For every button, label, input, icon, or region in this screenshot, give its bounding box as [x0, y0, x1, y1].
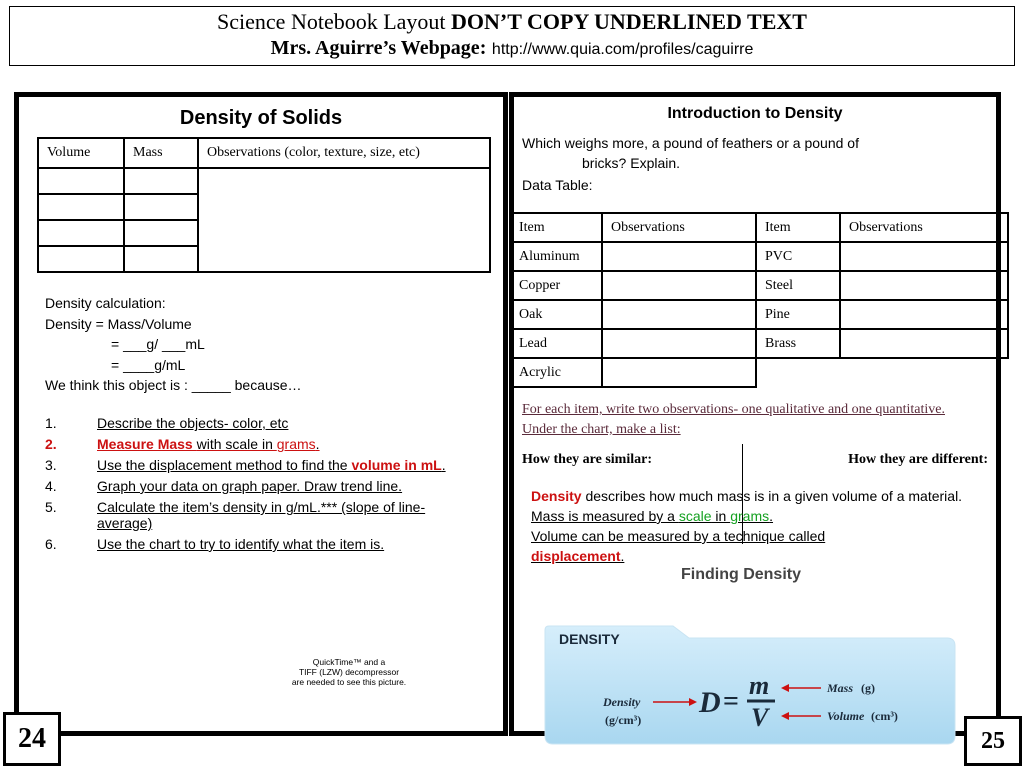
table-cell: [124, 246, 198, 272]
similar-heading: How they are similar:: [522, 452, 652, 467]
density-formula-card: [543, 624, 957, 746]
table-row: [38, 168, 490, 194]
volume-unit: (cm³): [871, 709, 898, 723]
density-definitions: Density describes how much mass is in a given volume of a material. Mass is measured by a scale in grams. Volume can be measured by a technique called displacement.: [531, 488, 963, 564]
finding-density-heading: Finding Density: [681, 566, 801, 583]
different-heading: How they are different:: [848, 452, 988, 467]
formula-equals: =: [723, 686, 739, 717]
table-header-observations: Observations (color, texture, size, etc): [198, 138, 490, 168]
mass-label: Mass: [827, 681, 854, 695]
header-webpage: Mrs. Aguirre’s Webpage: http://www.quia.com/profiles/caguirre: [270, 37, 754, 59]
density-unit: (g/cm³): [605, 713, 642, 727]
table-cell: [38, 168, 124, 194]
data-table-label: Data Table:: [522, 177, 593, 193]
table-row: Aluminum PVC: [510, 242, 1008, 271]
table-header-volume: Volume: [38, 138, 124, 168]
table-header-item: Item: [756, 213, 840, 242]
table-cell: [198, 168, 490, 272]
list-item: 1. Describe the objects- color, etc: [45, 415, 289, 431]
density-calculation: Density calculation: Density = Mass/Volume = ___g/ ___mL = ____g/mL We think this object is : _____ because…: [45, 295, 302, 393]
left-notebook-page: [14, 92, 508, 736]
table-header-observations: Observations: [602, 213, 756, 242]
header-box: [9, 6, 1015, 66]
right-page-title: Introduction to Density: [667, 105, 843, 122]
volume-label: Volume: [827, 709, 865, 723]
instructions-text: For each item, write two observations- one qualitative and one quantitative. Under the chart, make a list:: [522, 402, 945, 437]
table-header-mass: Mass: [124, 138, 198, 168]
list-item: 3. Use the displacement method to find the volume in mL.: [45, 457, 446, 473]
quicktime-placeholder: QuickTime™ and a TIFF (LZW) decompressor are needed to see this picture.: [291, 657, 407, 687]
list-item: 4. Graph your data on graph paper. Draw trend line.: [45, 478, 403, 494]
list-item: 6. Use the chart to try to identify what the item is.: [45, 536, 385, 552]
formula-m: m: [749, 671, 770, 700]
table-cell: [38, 220, 124, 246]
table-cell: [38, 194, 124, 220]
page-number-24: 24: [3, 712, 61, 766]
table-header-item: Item: [510, 213, 602, 242]
intro-question: Which weighs more, a pound of feathers or a pound of bricks? Explain.: [522, 135, 859, 171]
table-row: [510, 213, 1008, 242]
table-row: Acrylic: [510, 358, 1008, 387]
left-page-title: Density of Solids: [179, 107, 343, 129]
table-row: Oak Pine: [510, 300, 1008, 329]
formula-d: D: [699, 686, 721, 719]
solids-table: [37, 137, 491, 273]
formula-v: V: [751, 703, 769, 732]
header-title: Science Notebook Layout DON’T COPY UNDERLINED TEXT: [217, 9, 807, 34]
table-row: [38, 138, 490, 168]
table-row: Copper Steel: [510, 271, 1008, 300]
webpage-link[interactable]: http://www.quia.com/profiles/caguirre: [491, 41, 754, 58]
table-row: Lead Brass: [510, 329, 1008, 358]
table-cell: [124, 168, 198, 194]
density-label: Density: [603, 695, 641, 709]
list-item: 2. Measure Mass with scale in grams.: [45, 436, 320, 452]
data-table: [509, 212, 1009, 388]
table-header-observations: Observations: [840, 213, 1008, 242]
card-title: DENSITY: [559, 631, 620, 647]
mass-unit: (g): [861, 681, 875, 695]
table-cell: [38, 246, 124, 272]
table-cell: [124, 220, 198, 246]
table-cell: [124, 194, 198, 220]
page-number-25: 25: [964, 716, 1022, 766]
t-chart-headings: [522, 452, 988, 468]
procedure-list: [45, 415, 475, 557]
list-item: 5. Calculate the item’s density in g/mL.*** (slope of line- average): [45, 499, 426, 531]
